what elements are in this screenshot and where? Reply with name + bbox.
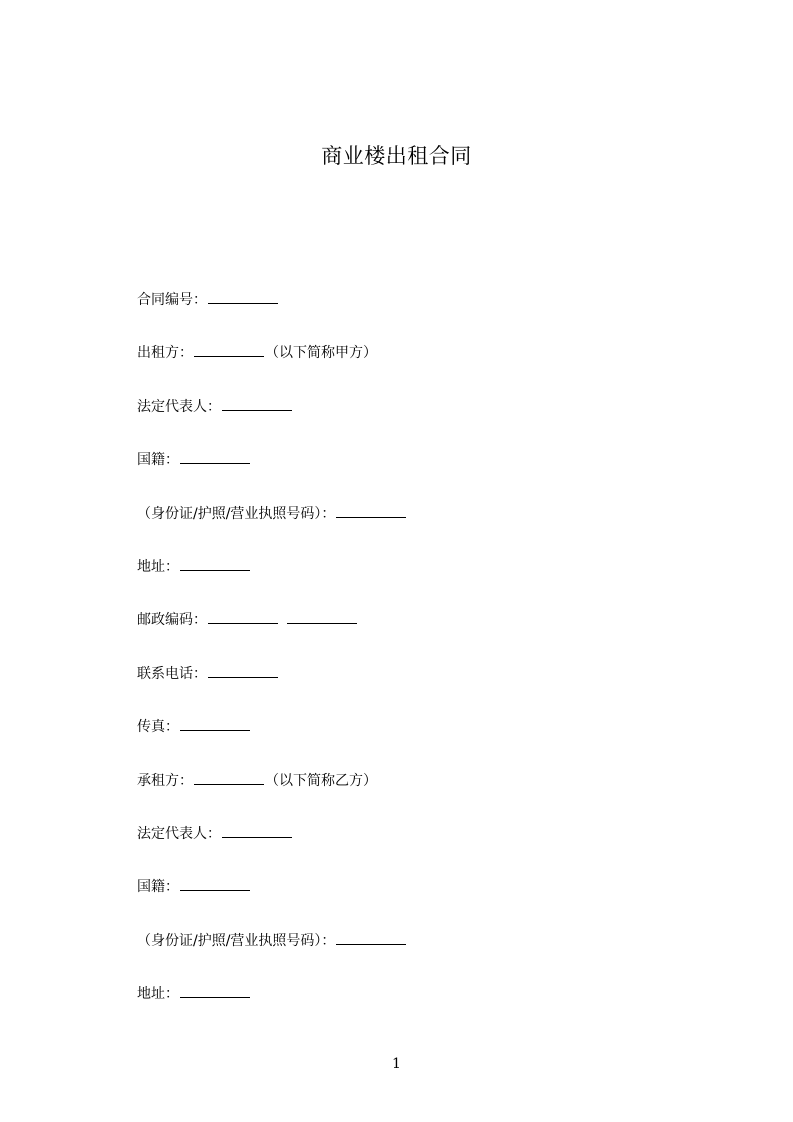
lessor-address-blank [180, 555, 250, 571]
party-info-section [137, 288, 697, 1035]
lessee-representative-blank [222, 822, 292, 838]
contract-number-label: 合同编号： [137, 292, 207, 308]
lessee-id-label: （身份证/护照/营业执照号码）： [137, 932, 336, 949]
lessor-id-label: （身份证/护照/营业执照号码）： [137, 505, 336, 522]
lessor-fax-line [137, 715, 697, 768]
lessor-nationality-line [137, 448, 697, 501]
document-title: 商业楼出租合同 [321, 144, 472, 168]
lessee-address-blank [180, 982, 250, 998]
lessor-nationality-blank [180, 448, 250, 464]
lessor-representative-line [137, 395, 697, 448]
lessor-phone-blank [208, 662, 278, 678]
lessee-address-line [137, 982, 697, 1035]
lessor-id-blank [336, 502, 406, 518]
lessor-postcode-label: 邮政编码： [137, 612, 207, 629]
contract-number-line [137, 288, 697, 341]
lessor-line [137, 341, 697, 394]
lessor-postcode-blank-1 [208, 608, 278, 624]
lessee-nationality-line [137, 875, 697, 928]
lessee-note: （以下简称乙方） [265, 772, 377, 789]
lessee-id-blank [336, 929, 406, 945]
lessor-fax-blank [180, 715, 250, 731]
lessee-label: 承租方： [137, 772, 193, 789]
lessor-address-line [137, 555, 697, 608]
lessor-blank [194, 341, 264, 357]
lessor-nationality-label: 国籍： [137, 452, 179, 469]
lessee-address-label: 地址： [137, 986, 179, 1003]
lessor-representative-label: 法定代表人： [137, 398, 221, 415]
lessee-id-line [137, 929, 697, 982]
lessor-address-label: 地址： [137, 558, 179, 575]
lessor-postcode-line [137, 608, 697, 661]
lessor-note: （以下简称甲方） [265, 345, 377, 362]
lessee-nationality-label: 国籍： [137, 879, 179, 896]
page-number: 1 [392, 1056, 401, 1072]
lessor-phone-line [137, 662, 697, 715]
lessee-blank [194, 769, 264, 785]
lessor-representative-blank [222, 395, 292, 411]
lessee-nationality-blank [180, 875, 250, 891]
lessee-representative-line [137, 822, 697, 875]
lessor-postcode-blank-2 [287, 608, 357, 624]
lessor-phone-label: 联系电话： [137, 665, 207, 682]
lessor-id-line [137, 502, 697, 555]
contract-number-blank [208, 288, 278, 304]
lessee-representative-label: 法定代表人： [137, 825, 221, 842]
lessee-line [137, 769, 697, 822]
lessor-label: 出租方： [137, 345, 193, 362]
lessor-fax-label: 传真： [137, 719, 179, 736]
